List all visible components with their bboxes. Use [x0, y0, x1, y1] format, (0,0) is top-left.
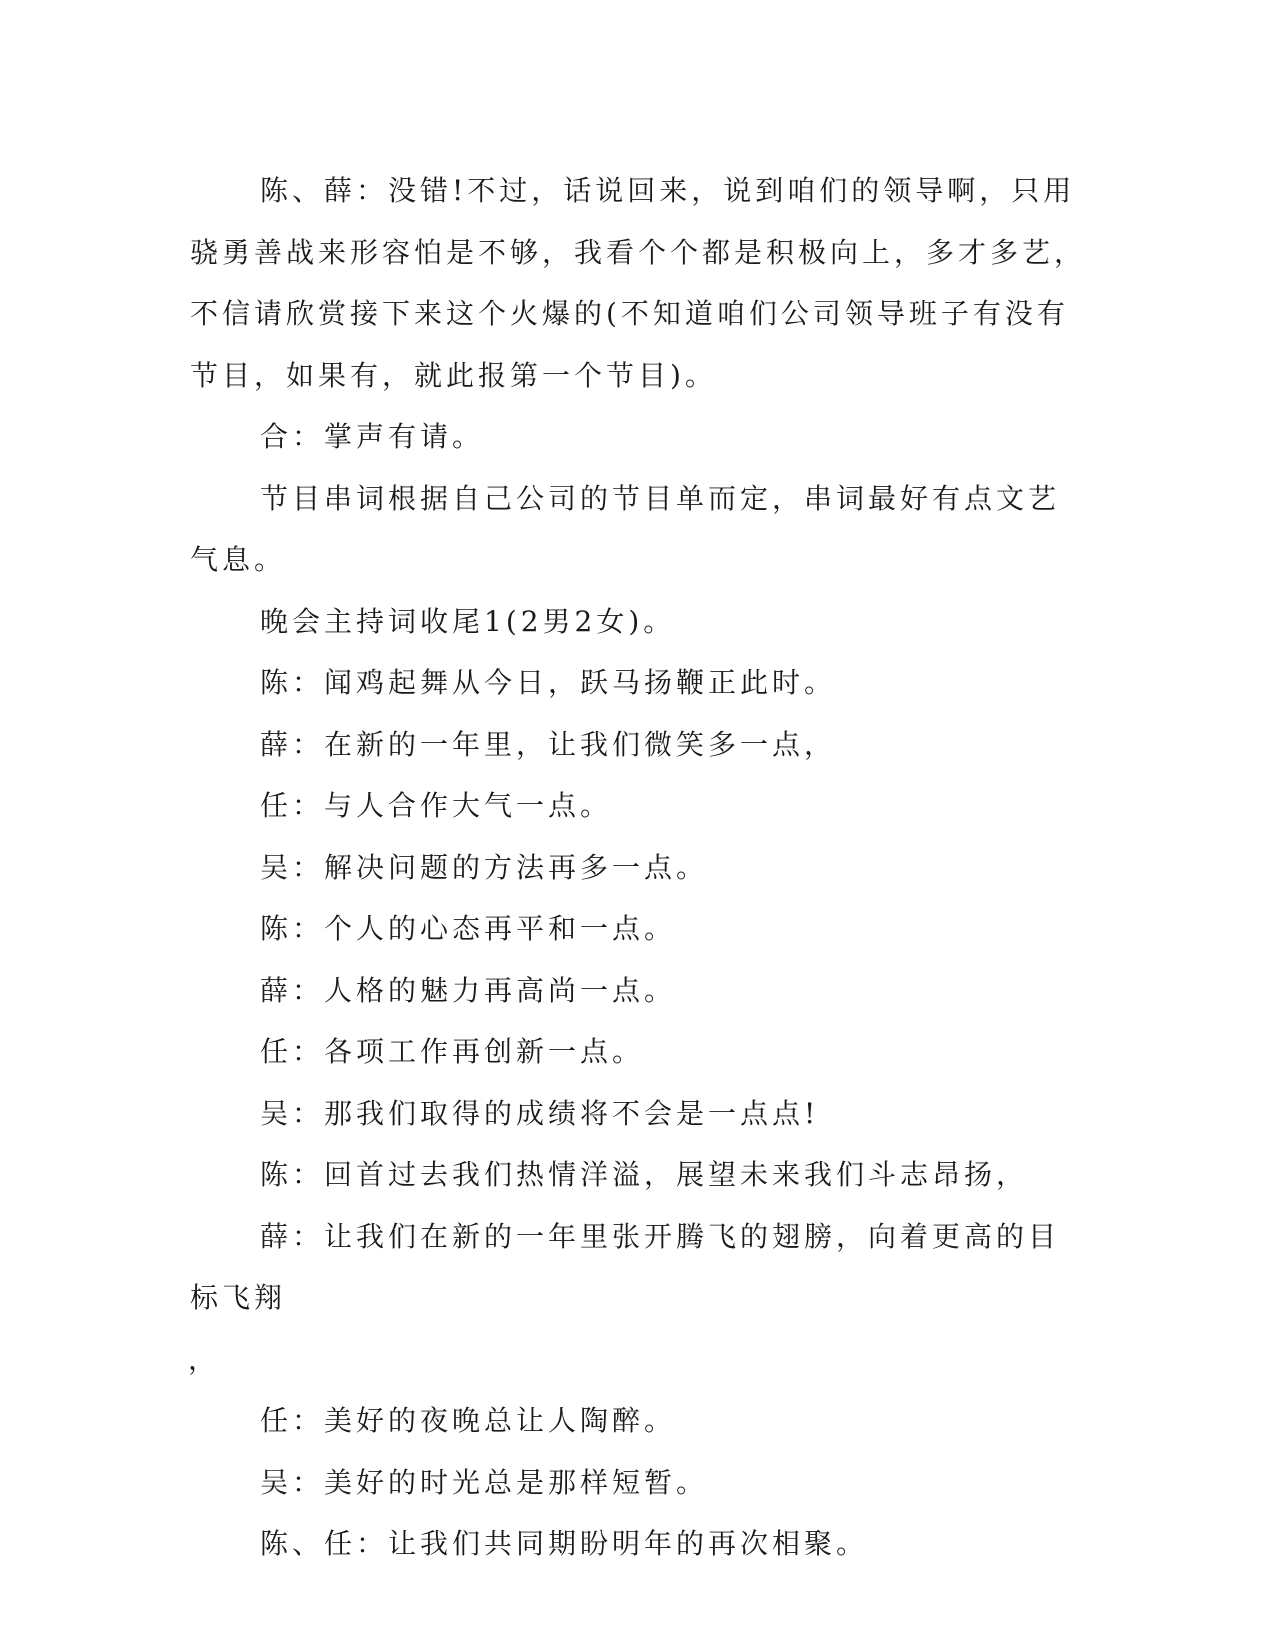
- paragraph-18: 陈、任：让我们共同期盼明年的再次相聚。: [260, 1527, 869, 1560]
- paragraph-5: 陈：闻鸡起舞从今日，跃马扬鞭正此时。: [260, 666, 837, 699]
- paragraph-8: 吴：解决问题的方法再多一点。: [260, 850, 709, 884]
- paragraph-7: 任：与人合作大气一点。: [260, 789, 613, 822]
- paragraph-16: 任：美好的夜晚总让人陶醉。: [260, 1404, 677, 1437]
- paragraph-12: 吴：那我们取得的成绩将不会是一点点!: [260, 1096, 820, 1130]
- paragraph-3: 节目串词根据自己公司的节目单而定，串词最好有点文艺气息。: [190, 481, 1061, 576]
- paragraph-9: 陈：个人的心态再平和一点。: [260, 912, 677, 945]
- paragraph-1: 陈、薛：没错!不过，话说回来，说到咱们的领导啊，只用骁勇善战来形容怕是不够，我看个个都是积极向上，多才多艺，不信请欣赏接下来这个火爆的(不知道咱们公司领导班子有没有节目，如果有，就此报第一个节目)。: [190, 174, 1087, 392]
- paragraph-2: 合：掌声有请。: [260, 420, 485, 453]
- document-body: [190, 160, 1090, 1575]
- paragraph-4: 晚会主持词收尾1(2男2女)。: [260, 604, 676, 638]
- paragraph-6: 薛：在新的一年里，让我们微笑多一点，: [260, 727, 837, 761]
- paragraph-15: ，: [188, 1342, 221, 1376]
- paragraph-17: 吴：美好的时光总是那样短暂。: [260, 1465, 709, 1499]
- paragraph-14: 薛：让我们在新的一年里张开腾飞的翅膀，向着更高的目标飞翔: [190, 1219, 1061, 1314]
- paragraph-13: 陈：回首过去我们热情洋溢，展望未来我们斗志昂扬，: [260, 1158, 1029, 1191]
- paragraph-11: 任：各项工作再创新一点。: [260, 1035, 645, 1068]
- paragraph-10: 薛：人格的魅力再高尚一点。: [260, 973, 677, 1007]
